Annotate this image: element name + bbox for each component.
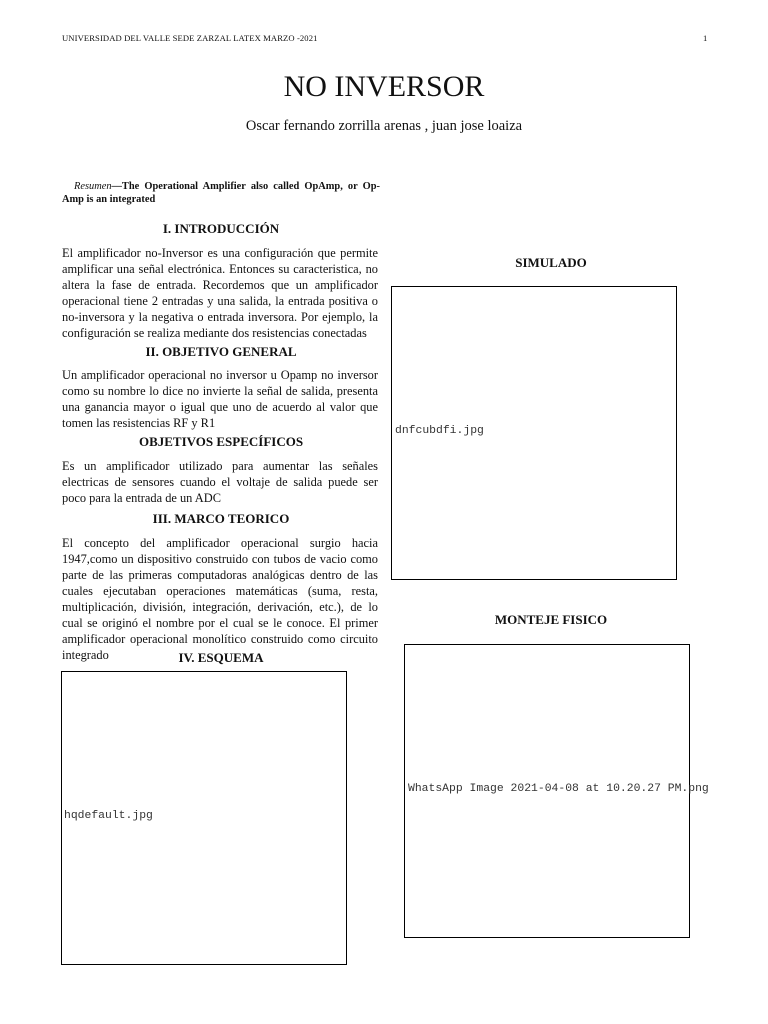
section-heading-simulado: SIMULADO: [515, 255, 587, 270]
page-number: 1: [703, 33, 708, 43]
abstract-text: —The Operational Amplifier also called OpAmp, or Op-Amp is an integrated: [62, 181, 380, 205]
figure-filename-montaje-fisico: WhatsApp Image 2021-04-08 at 10.20.27 PM.png: [408, 783, 709, 795]
paper-authors: Oscar fernando zorrilla arenas , juan jose loaiza: [245, 118, 523, 134]
section-body-introduccion: El amplificador no-Inversor es una configuración que permite amplificar una señal electrónica. Entonces su caracteristica, no altera la fase de entrada. Recordemos que un amplificador operacional tiene 2 entradas y una salida, la entrada positiva o no-inversora y la negativa o entrada inversora. Por ejemplo, la configuración se realiza mediante dos resistencias conectadas: [62, 246, 378, 340]
section-heading-esquema: IV. ESQUEMA: [178, 650, 264, 665]
figure-filename-simulado: dnfcubdfi.jpg: [395, 425, 484, 437]
section-body-objetivos-especificos: Es un amplificador utilizado para aumentar las señales electricas de sensores cuando el voltaje de salida puede ser poco para la entrada de un ADC: [62, 459, 378, 505]
abstract-label: Resumen: [74, 181, 112, 192]
abstract: [62, 180, 380, 206]
paper-title: NO INVERSOR: [283, 70, 485, 103]
figure-filename-esquema: hqdefault.jpg: [64, 810, 153, 822]
section-body-marco-teorico: El concepto del amplificador operacional surgio hacia 1947,como un dispositivo construido con tubos de vacio como parte de las primeras computadoras analógicas dentro de las cuales ejecutaban operaciones matemáticas (suma, resta, multiplicación, división, integración, derivación, etc.), de lo cual se originó el nombre por el cual se le conoce. El primer amplificador operacional monolítico construido como circuito integrado: [62, 536, 378, 662]
section-heading-introduccion: I. INTRODUCCIÓN: [162, 221, 280, 236]
section-body-objetivo-general: Un amplificador operacional no inversor u Opamp no inversor como su nombre lo dice no invierte la señal de salida, presenta una ganancia mayor o igual que uno de acuerdo al valor que tomen las resistencias RF y R1: [62, 368, 378, 430]
section-heading-montaje-fisico: MONTEJE FISICO: [494, 612, 608, 627]
running-head: UNIVERSIDAD DEL VALLE SEDE ZARZAL LATEX MARZO -2021: [62, 33, 318, 43]
section-heading-objetivo-general: II. OBJETIVO GENERAL: [145, 344, 297, 359]
section-heading-marco-teorico: III. MARCO TEORICO: [152, 511, 290, 526]
section-heading-objetivos-especificos: OBJETIVOS ESPECÍFICOS: [138, 434, 304, 449]
